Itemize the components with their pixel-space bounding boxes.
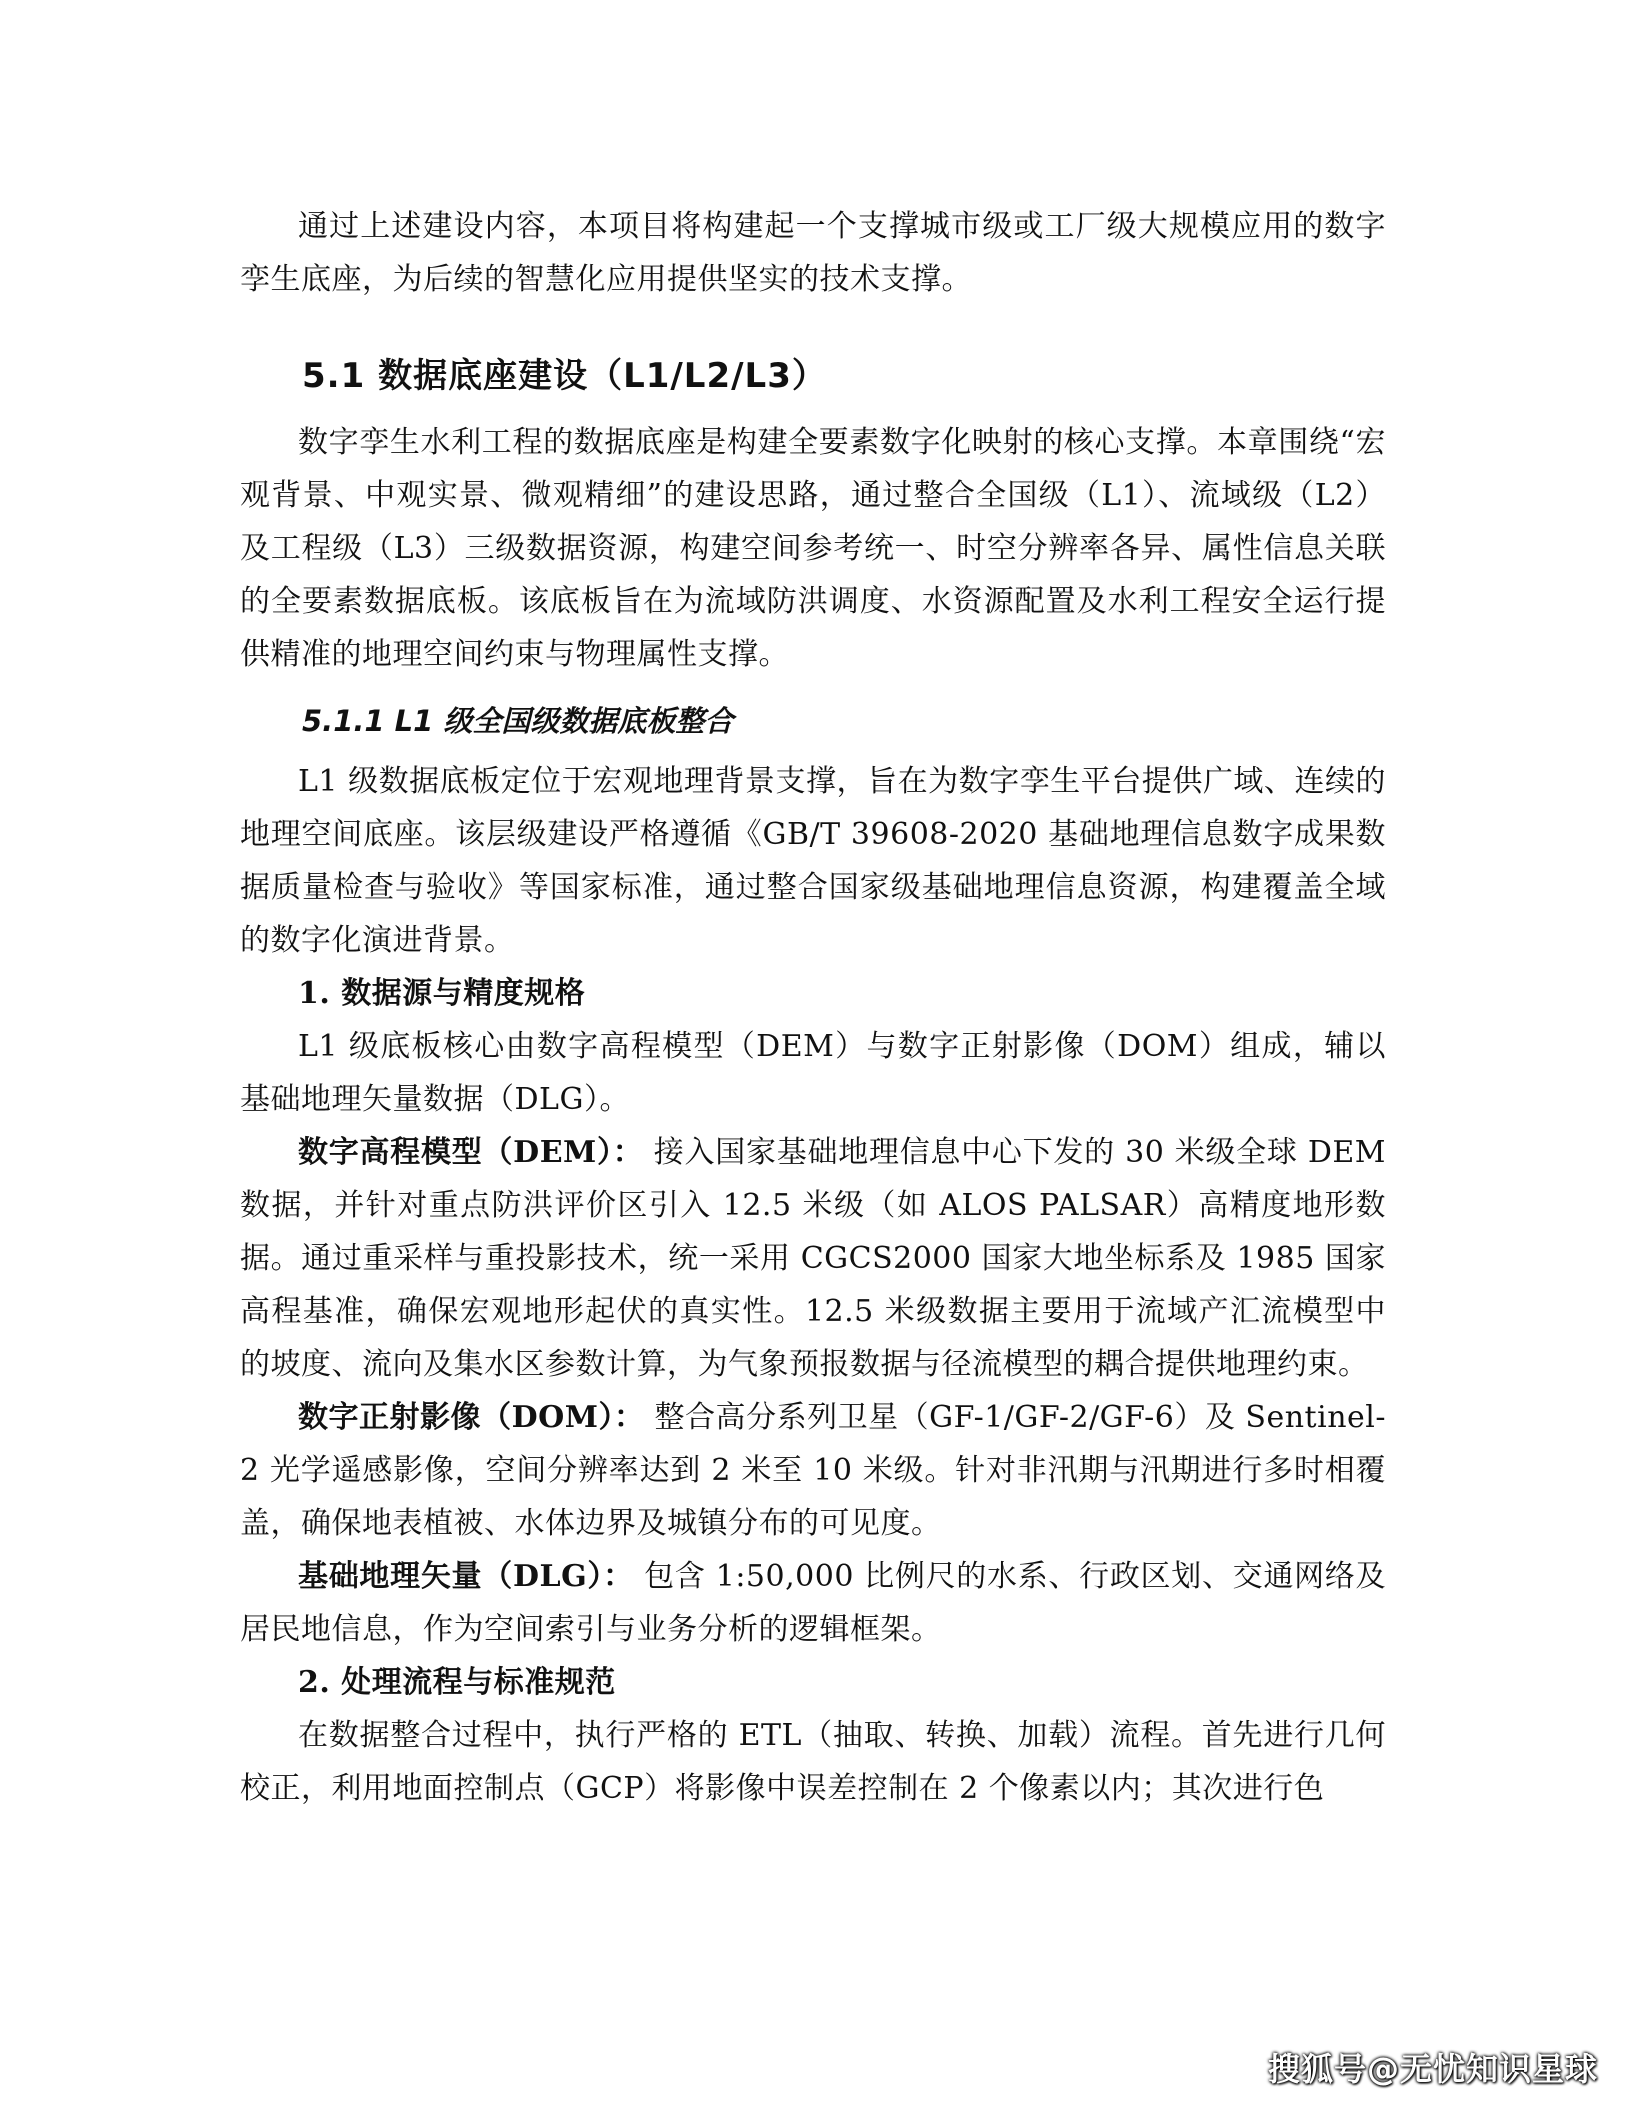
subsection-heading: 5.1.1 L1 级全国级数据底板整合	[302, 704, 734, 738]
item-2-intro-paragraph: 在数据整合过程中，执行严格的 ETL（抽取、转换、加载）流程。首先进行几何校正，利用地面控制点（GCP）将影像中误差控制在 2 个像素以内；其次进行色	[240, 1718, 1386, 1806]
section-intro-paragraph: 数字孪生水利工程的数据底座是构建全要素数字化映射的核心支撑。本章围绕“宏观背景、中观实景、微观精细”的建设思路，通过整合全国级（L1）、流域级（L2）及工程级（L3）三级数据资源，构建空间参考统一、时空分辨率各异、属性信息关联的全要素数据底板。该底板旨在为流域防洪调度、水资源配置及水利工程安全运行提供精准的地理空间约束与物理属性支撑。	[240, 425, 1386, 672]
dlg-label: 基础地理矢量（DLG）：	[298, 1559, 634, 1594]
watermark: 搜狐号@无忧知识星球	[1267, 2050, 1598, 2088]
dlg-paragraph	[240, 1550, 1386, 1656]
dlg-text: 包含 1:50,000 比例尺的水系、行政区划、交通网络及居民地信息，作为空间索引与业务分析的逻辑框架。	[240, 1559, 1386, 1647]
item-1-intro-paragraph: L1 级底板核心由数字高程模型（DEM）与数字正射影像（DOM）组成，辅以基础地理矢量数据（DLG）。	[240, 1029, 1386, 1117]
item-2-heading: 2. 处理流程与标准规范	[298, 1665, 616, 1700]
item-1-heading: 1. 数据源与精度规格	[298, 976, 586, 1011]
dom-text: 整合高分系列卫星（GF-1/GF-2/GF-6）及 Sentinel-2 光学遥感影像，空间分辨率达到 2 米至 10 米级。针对非汛期与汛期进行多时相覆盖，确保地表植被、水体边界及城镇分布的可见度。	[240, 1400, 1386, 1541]
subsection-intro-paragraph: L1 级数据底板定位于宏观地理背景支撑，旨在为数字孪生平台提供广域、连续的地理空间底座。该层级建设严格遵循《GB/T 39608-2020 基础地理信息数字成果数据质量检查与验收》等国家标准，通过整合国家级基础地理信息资源，构建覆盖全域的数字化演进背景。	[240, 764, 1386, 958]
dem-paragraph	[240, 1126, 1386, 1391]
document-body	[240, 200, 1386, 1815]
dem-text: 接入国家基础地理信息中心下发的 30 米级全球 DEM 数据，并针对重点防洪评价区引入 12.5 米级（如 ALOS PALSAR）高精度地形数据。通过重采样与重投影技术，统一采用 CGCS2000 国家大地坐标系及 1985 国家高程基准，确保宏观地形起伏的真实性。12.5 米级数据主要用于流域产汇流模型中的坡度、流向及集水区参数计算，为气象预报数据与径流模型的耦合提供地理约束。	[240, 1135, 1386, 1382]
section-heading: 5.1 数据底座建设（L1/L2/L3）	[302, 356, 827, 396]
dom-label: 数字正射影像（DOM）：	[298, 1400, 645, 1435]
dem-label: 数字高程模型（DEM）：	[298, 1135, 644, 1170]
dom-paragraph	[240, 1391, 1386, 1550]
intro-paragraph: 通过上述建设内容，本项目将构建起一个支撑城市级或工厂级大规模应用的数字孪生底座，为后续的智慧化应用提供坚实的技术支撑。	[240, 209, 1386, 297]
